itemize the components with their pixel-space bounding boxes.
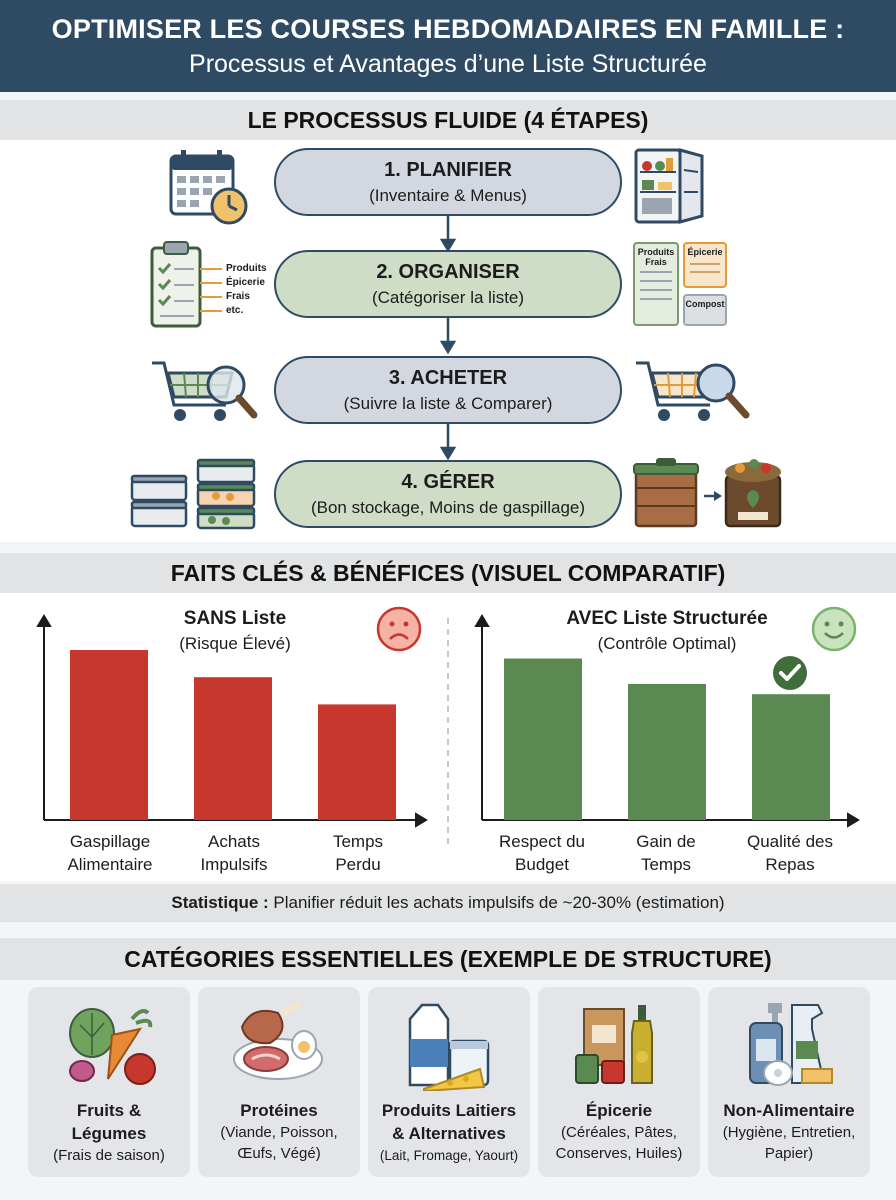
xlabel-line: Gaspillage (69, 832, 151, 851)
fridge-icon (632, 146, 706, 226)
statistic-bar (0, 884, 896, 922)
category-box-compost (683, 294, 727, 326)
pantry-icon (572, 999, 668, 1091)
step-title: 2. ORGANISER (376, 261, 520, 283)
category-card-non-alimentaire (708, 987, 870, 1177)
category-name-line: & Alternatives (392, 1124, 506, 1143)
step-organiser (274, 250, 622, 318)
category-name (708, 1099, 870, 1122)
clipboard-label: Frais (226, 291, 250, 302)
cart-magnifier-icon-right (632, 355, 752, 427)
step-acheter (274, 356, 622, 424)
bar-sans-0 (70, 650, 148, 820)
category-name-line: Protéines (240, 1101, 318, 1120)
category-card-fruits-legumes (28, 987, 190, 1177)
category-card-epicerie (538, 987, 700, 1177)
xlabel-line: Temps (332, 832, 384, 851)
chart-right-xlabel (477, 830, 607, 876)
vegetables-icon (62, 999, 158, 1091)
process-section-title: LE PROCESSUS FLUIDE (4 ÉTAPES) (0, 100, 896, 140)
category-desc-line: (Céréales, Pâtes, (561, 1124, 677, 1141)
category-desc-line: (Frais de saison) (53, 1147, 165, 1164)
bar-avec-2 (752, 694, 830, 820)
bar-sans-2 (318, 704, 396, 820)
xlabel-line: Repas (765, 855, 815, 874)
storage-containers-icon (130, 456, 260, 530)
step-title: 1. PLANIFIER (384, 159, 512, 181)
page-header (0, 0, 896, 92)
clipboard-labels (226, 262, 267, 318)
xlabel-line: Perdu (335, 855, 381, 874)
bar-avec-1 (628, 684, 706, 820)
category-desc-line: (Hygiène, Entretien, (722, 1124, 856, 1141)
category-box-grocery (683, 242, 727, 288)
calendar-clock-icon (165, 148, 250, 226)
chart-divider (447, 618, 449, 848)
category-desc (708, 1122, 870, 1164)
category-desc-line: Papier) (764, 1145, 814, 1162)
category-desc (538, 1122, 700, 1164)
xlabel-line: Gain de (636, 832, 696, 851)
xlabel-line: Qualité des (747, 832, 833, 851)
chart-right-title: AVEC Liste Structurée (566, 608, 768, 629)
category-box-fresh (633, 242, 679, 326)
chart-left-title: SANS Liste (183, 608, 287, 629)
compost-bin-icon (632, 456, 784, 530)
category-desc-line: (Lait, Fromage, Yaourt) (379, 1148, 519, 1163)
category-box-label: Épicerie (687, 247, 723, 257)
proteins-icon (228, 1001, 328, 1085)
statistic-text: Planifier réduit les achats impulsifs de ~20-30% (estimation) (268, 893, 725, 912)
step-planifier (274, 148, 622, 216)
chart-left-subtitle: (Risque Élevé) (179, 634, 291, 653)
statistic-label: Statistique : (171, 893, 269, 912)
bar-sans-1 (194, 677, 272, 820)
page-title: OPTIMISER LES COURSES HEBDOMADAIRES EN FAMILLE : (51, 14, 845, 44)
clipboard-label: etc. (226, 305, 244, 316)
xlabel-line: Respect du (499, 832, 585, 851)
xlabel-line: Budget (515, 855, 569, 874)
dairy-icon (400, 999, 500, 1091)
category-name (538, 1099, 700, 1122)
step-gerer (274, 460, 622, 528)
xlabel-line: Alimentaire (67, 855, 153, 874)
step-title: 4. GÉRER (401, 471, 495, 493)
category-desc (28, 1145, 190, 1166)
chart-left-xlabel (45, 830, 175, 876)
xlabel-line: Temps (640, 855, 692, 874)
clipboard-label: Épicerie (226, 277, 265, 288)
category-name (198, 1099, 360, 1122)
category-desc (198, 1122, 360, 1164)
chart-sans-liste (32, 612, 432, 832)
household-icon (742, 999, 838, 1091)
category-desc-line: Conserves, Huiles) (555, 1145, 683, 1162)
step-subtitle: (Bon stockage, Moins de gaspillage) (310, 498, 586, 517)
category-name (368, 1099, 530, 1145)
category-desc-line: Œufs, Végé) (237, 1145, 321, 1162)
chart-avec-liste (468, 612, 868, 832)
chart-right-xlabel (601, 830, 731, 876)
check-badge-icon (771, 654, 809, 692)
step-subtitle: (Catégoriser la liste) (371, 288, 525, 307)
chart-right-xlabel (725, 830, 855, 876)
bar-avec-0 (504, 659, 582, 821)
cart-magnifier-icon (148, 355, 258, 427)
step-title: 3. ACHETER (388, 367, 508, 389)
category-name-line: Légumes (71, 1124, 147, 1143)
facts-section-title: FAITS CLÉS & BÉNÉFICES (VISUEL COMPARATIF) (0, 553, 896, 593)
clipboard-checklist-icon (148, 238, 204, 330)
category-card-produits-laitiers (368, 987, 530, 1177)
category-desc-line: (Viande, Poisson, (220, 1124, 338, 1141)
chart-left-bars (70, 650, 396, 820)
category-card-proteines (198, 987, 360, 1177)
category-box-label: Compost (685, 299, 725, 309)
category-name (28, 1099, 190, 1145)
category-name-line: Non-Alimentaire (723, 1101, 855, 1120)
category-desc (368, 1145, 530, 1166)
clipboard-leader-lines (200, 260, 224, 320)
category-name-line: Épicerie (585, 1101, 653, 1120)
chart-right-subtitle: (Contrôle Optimal) (597, 634, 737, 653)
chart-left-xlabel (169, 830, 299, 876)
chart-left-xlabel (293, 830, 423, 876)
xlabel-line: Achats (208, 832, 260, 851)
category-name-line: Fruits & (76, 1101, 142, 1120)
category-name-line: Produits Laitiers (381, 1101, 517, 1120)
step-subtitle: (Inventaire & Menus) (369, 186, 527, 205)
clipboard-label: Produits (226, 263, 267, 274)
step-subtitle: (Suivre la liste & Comparer) (343, 394, 553, 413)
xlabel-line: Impulsifs (200, 855, 268, 874)
page-subtitle: Processus et Avantages d’une Liste Structurée (189, 50, 707, 78)
categories-section-title: CATÉGORIES ESSENTIELLES (EXEMPLE DE STRUCTURE) (0, 938, 896, 980)
category-box-label: Produits Frais (637, 247, 675, 267)
